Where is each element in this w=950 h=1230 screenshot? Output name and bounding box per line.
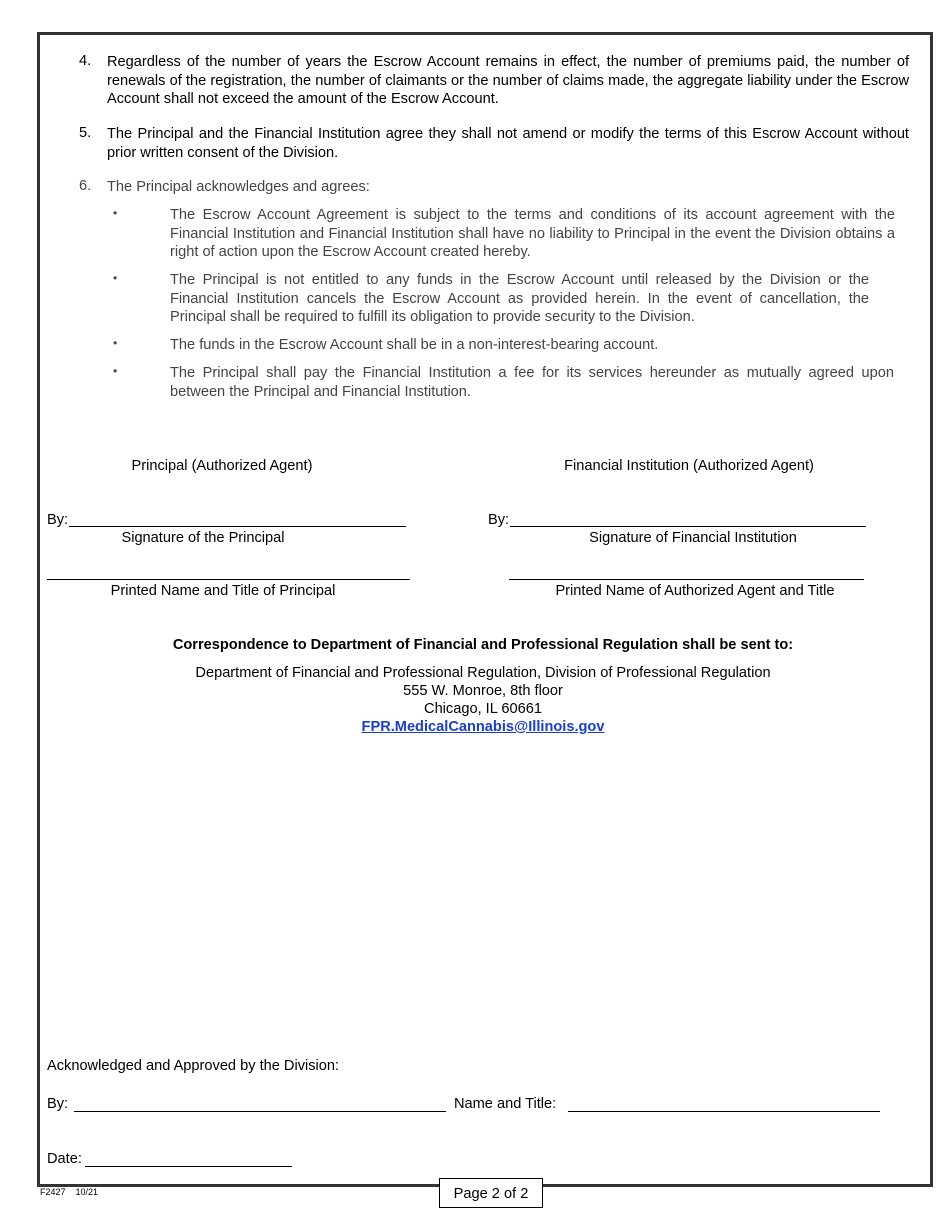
bullet-text-1: The Escrow Account Agreement is subject to the terms and conditions of its account agreement with the Financial Institution and Financial Institution shall have no liability to Principal in the event the Division obtains a right of action upon the Escrow Account created hereby. bbox=[170, 207, 895, 260]
bullet-text-2: The Principal is not entitled to any funds in the Escrow Account until released by the Division or the Financial Institution cancels the Escrow Account as provided herein. In the event of cancellation, the Principal shall be required to fulfill its obligation to provide security to the Division. bbox=[170, 272, 869, 325]
item-4-text: Regardless of the number of years the Escrow Account remains in effect, the number of premiums paid, the number of renewals of the registration, the number of claimants or the number of claims made, the aggregate liability under the Escrow Account shall not exceed the amount of the Escrow Account. bbox=[107, 54, 909, 107]
institution-name-line[interactable] bbox=[509, 579, 864, 580]
institution-signature-caption: Signature of Financial Institution bbox=[589, 530, 797, 546]
bullet-mark: • bbox=[113, 364, 118, 378]
item-4-number: 4. bbox=[79, 53, 92, 69]
form-code: F2427 10/21 bbox=[40, 1187, 99, 1197]
correspondence-line-1: Department of Financial and Professional Regulation, Division of Professional Regulation bbox=[195, 665, 771, 681]
bullet-mark: • bbox=[113, 206, 118, 220]
item-5-text: The Principal and the Financial Institution agree they shall not amend or modify the terms of this Escrow Account without prior written consent of the Division. bbox=[107, 126, 909, 161]
approval-by-line[interactable] bbox=[74, 1111, 446, 1112]
principal-signature-line[interactable] bbox=[69, 526, 406, 527]
correspondence-email-link[interactable]: FPR.MedicalCannabis@Illinois.gov bbox=[361, 719, 605, 735]
institution-name-caption: Printed Name of Authorized Agent and Title bbox=[555, 583, 835, 599]
item-5-number: 5. bbox=[79, 125, 92, 141]
principal-name-caption: Printed Name and Title of Principal bbox=[110, 583, 336, 599]
principal-by-label: By: bbox=[47, 512, 69, 528]
institution-signature-line[interactable] bbox=[510, 526, 866, 527]
bullet-text-4: The Principal shall pay the Financial Institution a fee for its services hereunder as mutually agreed upon between the Principal and Financial Institution. bbox=[170, 365, 894, 400]
bullet-mark: • bbox=[113, 336, 118, 350]
approval-date-label: Date: bbox=[47, 1151, 82, 1167]
approval-heading: Acknowledged and Approved by the Division: bbox=[47, 1058, 340, 1074]
institution-heading: Financial Institution (Authorized Agent) bbox=[564, 458, 814, 474]
approval-by-label: By: bbox=[47, 1096, 69, 1112]
approval-name-title-line[interactable] bbox=[568, 1111, 880, 1112]
item-6-number: 6. bbox=[79, 178, 92, 194]
bullet-mark: • bbox=[113, 271, 118, 285]
bullet-text-3: The funds in the Escrow Account shall be in a non-interest-bearing account. bbox=[170, 337, 659, 353]
principal-heading: Principal (Authorized Agent) bbox=[131, 458, 313, 474]
page-number: Page 2 of 2 bbox=[439, 1178, 543, 1208]
principal-signature-caption: Signature of the Principal bbox=[121, 530, 285, 546]
correspondence-line-2: 555 W. Monroe, 8th floor bbox=[403, 683, 563, 699]
principal-name-line[interactable] bbox=[47, 579, 410, 580]
item-6-text: The Principal acknowledges and agrees: bbox=[107, 179, 370, 195]
correspondence-line-3: Chicago, IL 60661 bbox=[424, 701, 542, 717]
correspondence-heading: Correspondence to Department of Financial and Professional Regulation shall be sent to: bbox=[172, 637, 794, 653]
approval-date-line[interactable] bbox=[85, 1166, 292, 1167]
approval-name-title-label: Name and Title: bbox=[454, 1096, 557, 1112]
correspondence-email-row bbox=[40, 718, 926, 737]
institution-by-label: By: bbox=[488, 512, 510, 528]
